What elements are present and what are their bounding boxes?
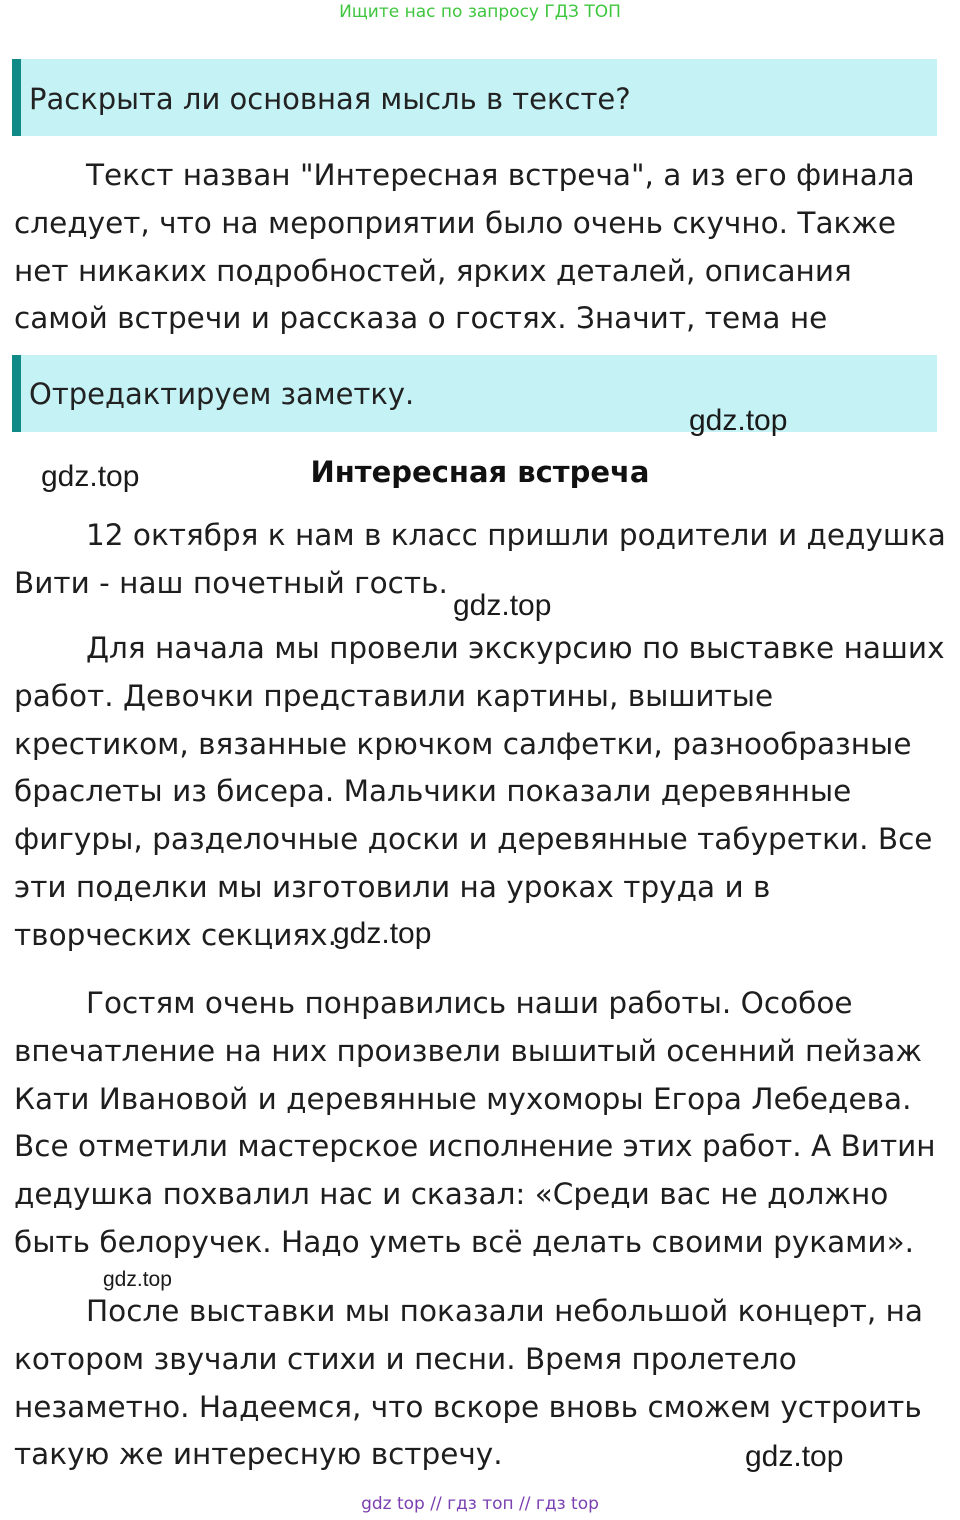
note-paragraph-2: Для начала мы провели экскурсию по выставке наших работ. Девочки представили картины, вышитые крестиком, вязанные крючком салфетки, разнообразные браслеты из бисера. Мальчики показали деревянные фигуры, разделочные доски и деревянные табуретки. Все эти поделки мы изготовили на уроках труда и в творческих секциях.: [14, 631, 945, 952]
top-banner: Ищите нас по запросу ГДЗ ТОП: [339, 2, 621, 22]
task-header: Отредактируем заметку.: [12, 355, 937, 432]
note-title: Интересная встреча: [310, 455, 650, 489]
watermark: gdz.top: [745, 1440, 844, 1473]
watermark: gdz.top: [41, 460, 140, 493]
footer-links: gdz top // гдз топ // гдз top: [361, 1494, 599, 1514]
question-header: Раскрыта ли основная мысль в тексте?: [12, 59, 937, 136]
watermark: gdz.top: [453, 589, 552, 622]
answer-paragraph: Текст назван "Интересная встреча", а из его финала следует, что на мероприятии было очень скучно. Также нет никаких подробностей, ярких деталей, описания самой встречи и рассказа о гостях. Значит, тема не: [14, 158, 915, 336]
watermark: gdz.top: [103, 1268, 172, 1291]
note-paragraph-1: 12 октября к нам в класс пришли родители и дедушка Вити - наш почетный гость.: [14, 518, 946, 600]
note-paragraph-4: После выставки мы показали небольшой концерт, на котором звучали стихи и песни. Время пролетело незаметно. Надеемся, что вскоре вновь сможем устроить такую же интересную встречу.: [14, 1294, 923, 1472]
note-paragraph-3: Гостям очень понравились наши работы. Особое впечатление на них произвели вышитый осенний пейзаж Кати Ивановой и деревянные мухоморы Егора Лебедева. Все отметили мастерское исполнение этих работ. А Витин дедушка похвалил нас и сказал: «Среди вас не должно быть белоручек. Надо уметь всё делать своими руками».: [14, 986, 936, 1259]
watermark: gdz.top: [689, 404, 788, 437]
watermark: gdz.top: [333, 917, 432, 950]
